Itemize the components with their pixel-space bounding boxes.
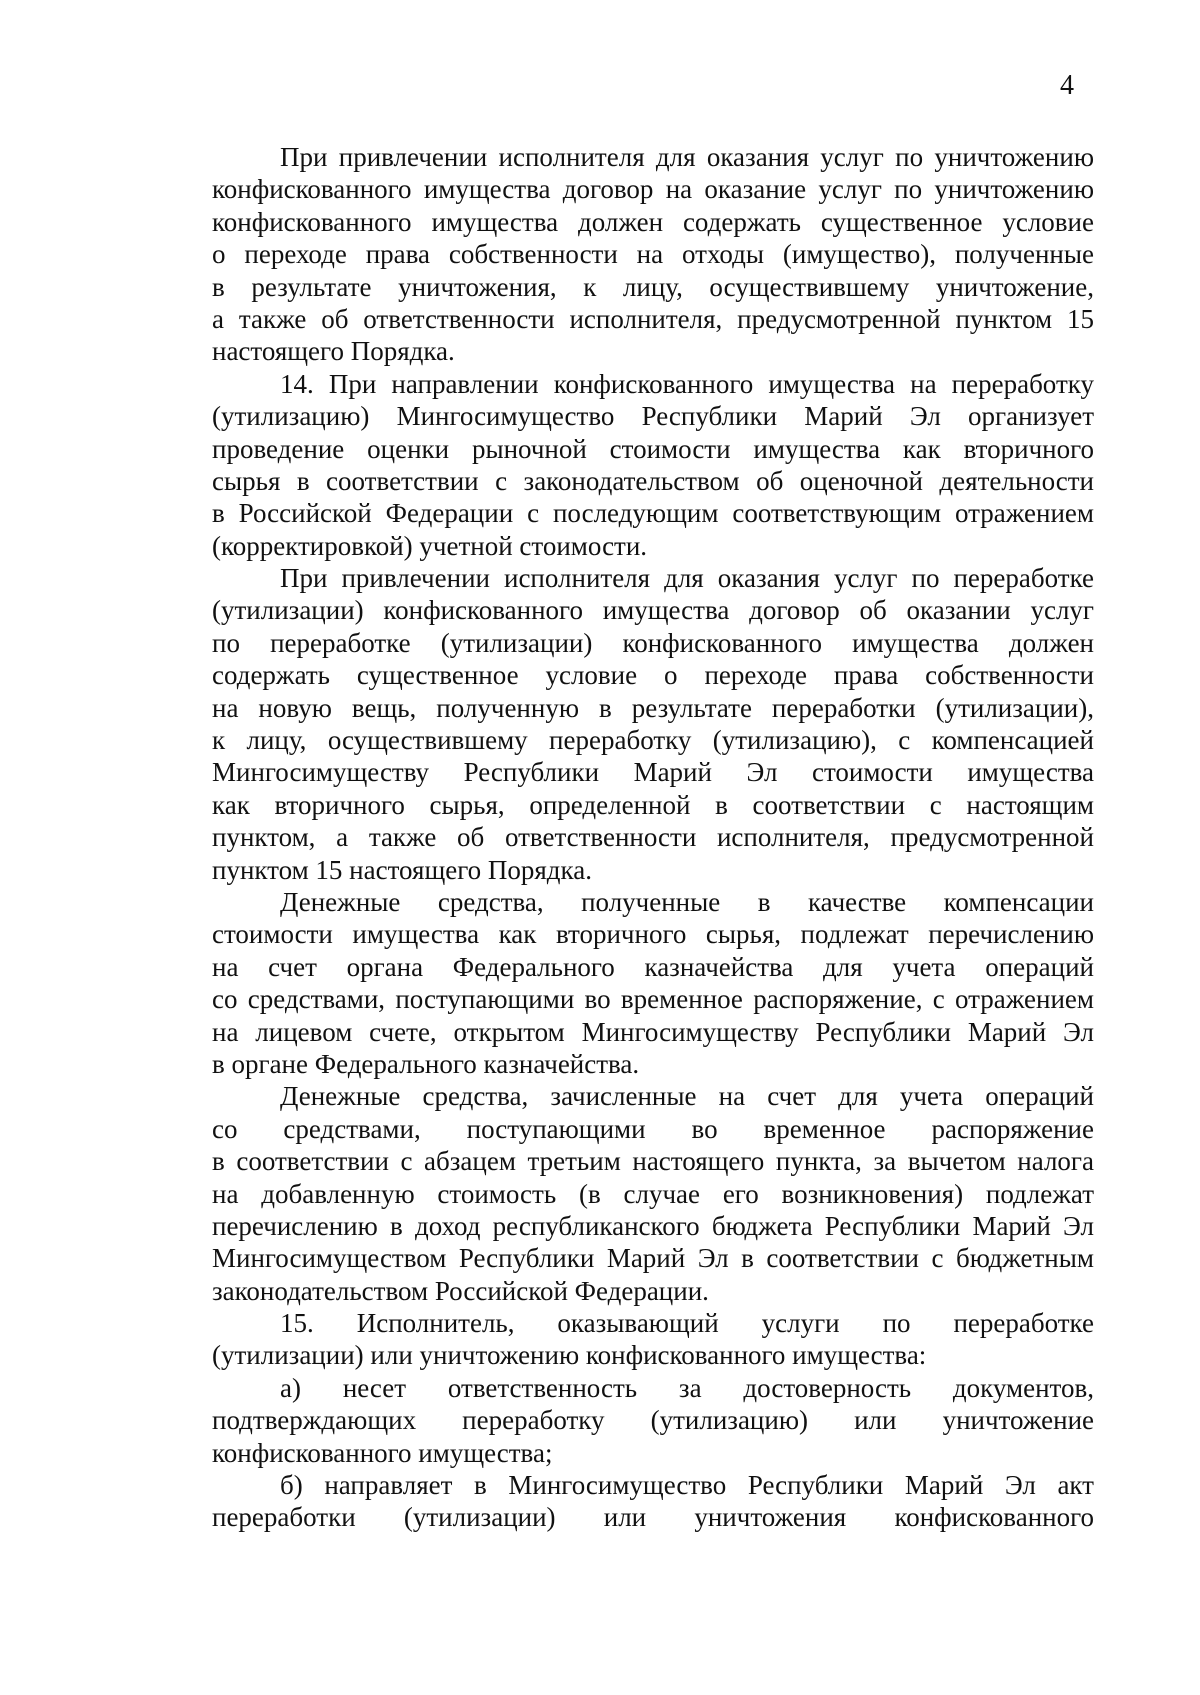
text-line: стоимости имущества как вторичного сырья, подлежат перечислению bbox=[212, 919, 1094, 950]
text-line: со средствами, поступающими во временное распоряжение, с отражением bbox=[212, 984, 1094, 1015]
text-line: конфискованного имущества; bbox=[212, 1437, 553, 1468]
text-line: со средствами, поступающими во временное распоряжение bbox=[212, 1113, 1094, 1144]
text-line: в Российской Федерации с последующим соответствующим отражением bbox=[212, 498, 1094, 529]
text-line: на новую вещь, полученную в результате переработки (утилизации), bbox=[212, 692, 1094, 723]
paragraph-first-line: Денежные средства, зачисленные на счет для учета операций bbox=[280, 1081, 1094, 1112]
page-number: 4 bbox=[1060, 70, 1074, 101]
text-line: содержать существенное условие о переходе права собственности bbox=[212, 660, 1094, 691]
text-line: проведение оценки рыночной стоимости имущества как вторичного bbox=[212, 433, 1094, 464]
text-line: Мингосимуществу Республики Марий Эл стоимости имущества bbox=[212, 757, 1094, 788]
text-line: в органе Федерального казначейства. bbox=[212, 1048, 640, 1079]
text-line: настоящего Порядка. bbox=[212, 336, 455, 367]
text-line: в результате уничтожения, к лицу, осуществившему уничтожение, bbox=[212, 271, 1094, 302]
text-line: (корректировкой) учетной стоимости. bbox=[212, 530, 648, 561]
text-line: (утилизации) или уничтожению конфискованного имущества: bbox=[212, 1340, 927, 1371]
paragraph-first-line: Денежные средства, полученные в качестве компенсации bbox=[280, 886, 1094, 917]
document-body bbox=[212, 141, 1094, 1534]
text-line: перечислению в доход республиканского бюджета Республики Марий Эл bbox=[212, 1210, 1094, 1241]
text-line: конфискованного имущества должен содержать существенное условие bbox=[212, 206, 1094, 237]
paragraph-first-line: 15. Исполнитель, оказывающий услуги по переработке bbox=[280, 1308, 1094, 1339]
text-line: переработки (утилизации) или уничтожения конфискованного bbox=[212, 1502, 1094, 1533]
text-line: в соответствии с абзацем третьим настоящего пункта, за вычетом налога bbox=[212, 1146, 1094, 1177]
paragraph-first-line: При привлечении исполнителя для оказания услуг по уничтожению bbox=[280, 142, 1094, 172]
text-line: конфискованного имущества договор на оказание услуг по уничтожению bbox=[212, 174, 1094, 205]
text-line: на добавленную стоимость (в случае его возникновения) подлежат bbox=[212, 1178, 1094, 1209]
text-line: по переработке (утилизации) конфискованного имущества должен bbox=[212, 627, 1094, 658]
text-line: а также об ответственности исполнителя, предусмотренной пунктом 15 bbox=[212, 303, 1094, 334]
text-line: сырья в соответствии с законодательством об оценочной деятельности bbox=[212, 465, 1094, 496]
paragraph-first-line: При привлечении исполнителя для оказания услуг по переработке bbox=[280, 563, 1094, 594]
paragraph-first-line: 14. При направлении конфискованного имущества на переработку bbox=[280, 368, 1094, 399]
text-line: (утилизацию) Мингосимущество Республики Марий Эл организует bbox=[212, 401, 1094, 432]
text-line: пунктом, а также об ответственности исполнителя, предусмотренной bbox=[212, 822, 1094, 853]
text-line: о переходе права собственности на отходы (имущество), полученные bbox=[212, 239, 1094, 270]
text-line: подтверждающих переработку (утилизацию) или уничтожение bbox=[212, 1405, 1094, 1436]
text-line: к лицу, осуществившему переработку (утилизацию), с компенсацией bbox=[212, 725, 1094, 756]
text-line: законодательством Российской Федерации. bbox=[212, 1275, 709, 1306]
text-line: пунктом 15 настоящего Порядка. bbox=[212, 854, 592, 885]
paragraph-first-line: а) несет ответственность за достоверность документов, bbox=[280, 1372, 1094, 1403]
text-line: на лицевом счете, открытом Мингосимуществу Республики Марий Эл bbox=[212, 1016, 1094, 1047]
text-line: как вторичного сырья, определенной в соответствии с настоящим bbox=[212, 789, 1094, 820]
text-line: на счет органа Федерального казначейства для учета операций bbox=[212, 951, 1094, 982]
text-line: (утилизации) конфискованного имущества договор об оказании услуг bbox=[212, 595, 1094, 626]
paragraph-first-line: б) направляет в Мингосимущество Республики Марий Эл акт bbox=[280, 1470, 1094, 1501]
text-line: Мингосимуществом Республики Марий Эл в соответствии с бюджетным bbox=[212, 1243, 1094, 1274]
